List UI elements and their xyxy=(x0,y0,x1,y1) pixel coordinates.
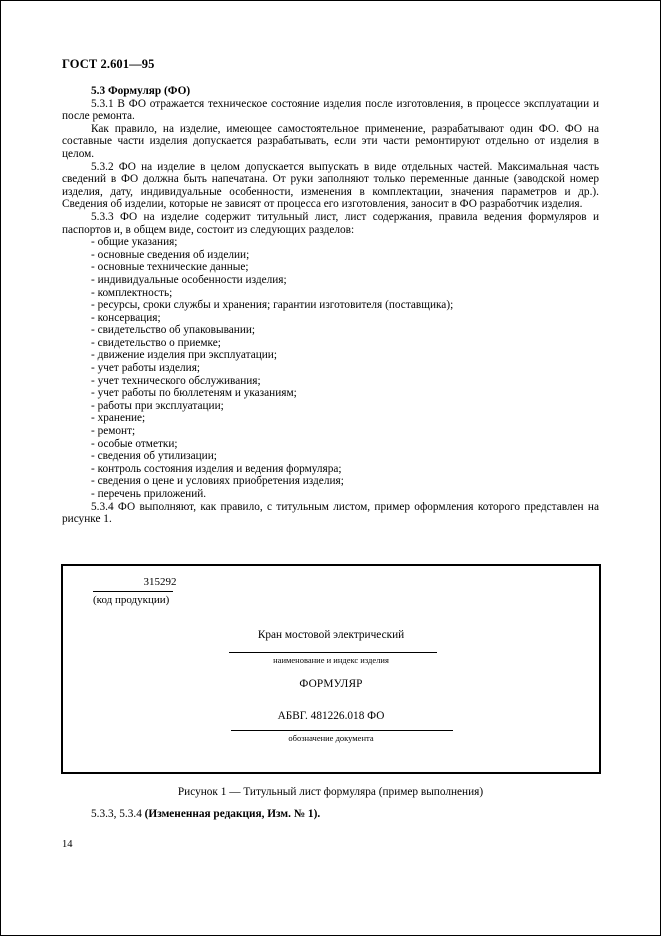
list-item: - перечень приложений. xyxy=(91,488,207,500)
list-item: - контроль состояния изделия и ведения формуляра; xyxy=(91,462,342,475)
sections-list xyxy=(62,236,599,500)
list-item: - учет работы по бюллетеням и указаниям; xyxy=(91,387,297,400)
standard-code: ГОСТ 2.601—95 xyxy=(62,57,155,71)
list-item: - учет технического обслуживания; xyxy=(91,374,261,387)
amendment-note xyxy=(91,808,320,820)
list-item: - учет работы изделия; xyxy=(91,362,201,375)
product-name: Кран мостовой электрический xyxy=(257,629,405,641)
list-item: - движение изделия при эксплуатации; xyxy=(91,349,277,362)
list-item: - свидетельство об упаковывании; xyxy=(91,324,256,337)
amendment-refs: 5.3.3, 5.3.4 xyxy=(91,808,142,820)
list-item: - сведения о цене и условиях приобретения изделия; xyxy=(91,475,344,488)
document-title: ФОРМУЛЯР xyxy=(299,678,363,690)
list-item: - консервация; xyxy=(91,311,161,324)
paragraph-5-3-2: 5.3.2 ФО на изделие в целом допускается выпускать в виде отдельных частей. Максимальная часть сведений в ФО должна быть напечатана. От руки заполняют только переменные данные (заводской номер изделия, дату, индивидуальные особенности, изменения в комплектации, значения параметров и др.). Сведения об изделии, которые не зависят от процесса его изготовления, заносит в ФО разработчик изделия. xyxy=(62,160,599,211)
list-item: - ремонт; xyxy=(91,425,136,438)
list-item: - свидетельство о приемке; xyxy=(91,336,221,349)
list-item: - работы при эксплуатации; xyxy=(91,399,224,412)
paragraph-5-3-1: 5.3.1 В ФО отражается техническое состояние изделия после изготовления, в процессе эксплуатации и после ремонта. xyxy=(62,97,599,123)
title-page-figure xyxy=(61,564,601,774)
document-number-underline xyxy=(231,730,453,731)
amendment-text: (Измененная редакция, Изм. № 1). xyxy=(144,808,321,820)
paragraph-5-3-3: 5.3.3 ФО на изделие содержит титульный лист, лист содержания, правила ведения формуляров и паспортов и, в общем виде, состоит из следующих разделов: xyxy=(62,210,599,236)
list-item: - сведения об утилизации; xyxy=(91,450,217,463)
list-item: - комплектность; xyxy=(91,286,173,299)
list-item: - особые отметки; xyxy=(91,437,178,450)
section-title: 5.3 Формуляр (ФО) xyxy=(91,85,191,97)
list-item: - хранение; xyxy=(91,412,146,425)
list-item: - индивидуальные особенности изделия; xyxy=(91,273,287,286)
figure-caption: Рисунок 1 — Титульный лист формуляра (пример выполнения) xyxy=(177,786,484,798)
document-number: АБВГ. 481226.018 ФО xyxy=(277,710,385,722)
list-item: - основные сведения об изделии; xyxy=(91,248,250,261)
paragraph-5-3-4: 5.3.4 ФО выполняют, как правило, с титульным листом, пример оформления которого представлен на рисунке 1. xyxy=(62,500,599,526)
product-name-caption: наименование и индекс изделия xyxy=(273,655,389,665)
list-item: - ресурсы, сроки службы и хранения; гарантии изготовителя (поставщика); xyxy=(91,299,454,312)
product-code: 315292 xyxy=(143,576,177,588)
product-code-caption: (код продукции) xyxy=(93,594,170,606)
list-item: - основные технические данные; xyxy=(91,261,249,274)
paragraph-5-3-1-cont: Как правило, на изделие, имеющее самостоятельное применение, разрабатывают один ФО. ФО на составные части изделия допускается разрабатывать, если эти части ремонтируют отдельно от изделия в целом. xyxy=(62,122,599,160)
product-name-underline xyxy=(229,652,437,653)
document-number-caption: обозначение документа xyxy=(288,733,374,743)
document-body xyxy=(62,85,599,526)
product-code-underline xyxy=(93,591,173,592)
page-number: 14 xyxy=(62,839,73,850)
list-item: - общие указания; xyxy=(91,236,178,249)
